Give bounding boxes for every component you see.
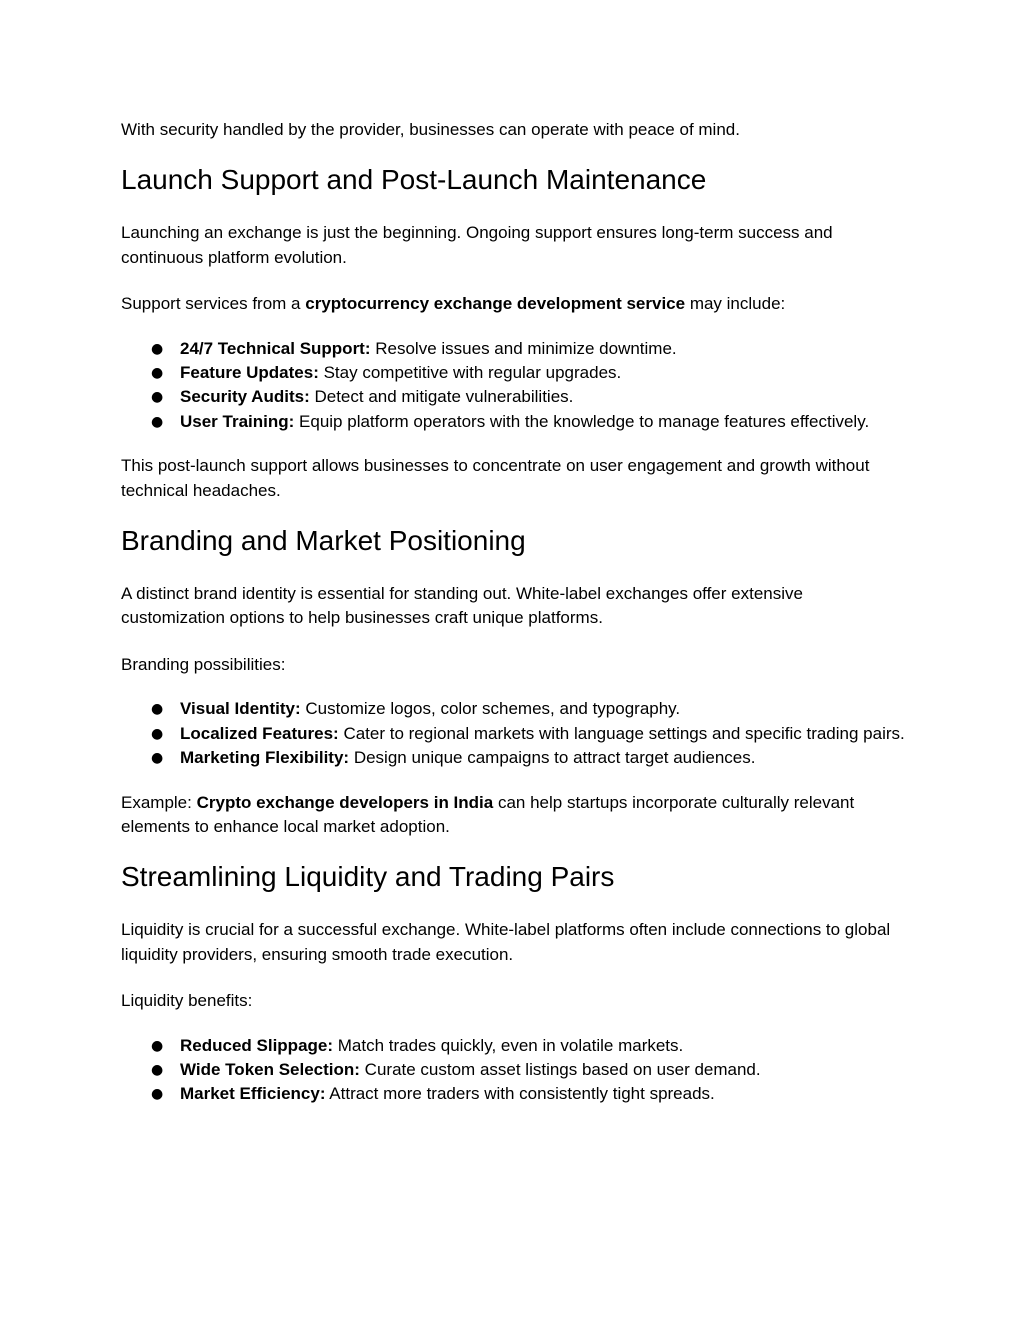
support-services-list [121,337,911,435]
branding-list [121,697,911,770]
list-item: ● Security Audits: Detect and mitigate vulnerabilities. [121,385,911,409]
list-item: ● Localized Features: Cater to regional markets with language settings and specific trading pairs. [121,722,911,746]
list-item: ● Visual Identity: Customize logos, color schemes, and typography. [121,697,911,721]
liquidity-paragraph-1: Liquidity is crucial for a successful exchange. White-label platforms often include connections to global liquidity providers, ensuring smooth trade execution. [121,920,891,964]
branding-paragraph-2: Branding possibilities: [121,654,286,674]
liquidity-list [121,1034,911,1107]
document-page [121,118,911,1107]
section-heading-launch-support: Launch Support and Post-Launch Maintenance [121,164,707,196]
list-item: ● Marketing Flexibility: Design unique campaigns to attract target audiences. [121,746,911,770]
section-heading-liquidity: Streamlining Liquidity and Trading Pairs [121,861,615,893]
launch-paragraph-1: Launching an exchange is just the beginning. Ongoing support ensures long-term success and continuous platform evolution. [121,223,833,267]
keyword-bold: cryptocurrency exchange development service [305,294,686,314]
launch-paragraph-3: This post-launch support allows businesses to concentrate on user engagement and growth without technical headaches. [121,456,870,500]
list-item: ● Feature Updates: Stay competitive with regular upgrades. [121,361,911,385]
list-item: ● User Training: Equip platform operators with the knowledge to manage features effectively. [121,410,911,434]
list-item: ● 24/7 Technical Support: Resolve issues and minimize downtime. [121,337,911,361]
list-item: ● Wide Token Selection: Curate custom asset listings based on user demand. [121,1058,911,1082]
section-heading-branding: Branding and Market Positioning [121,525,526,557]
list-item: ● Market Efficiency: Attract more traders with consistently tight spreads. [121,1082,911,1106]
branding-paragraph-1: A distinct brand identity is essential for standing out. White-label exchanges offer extensive customization options to help businesses craft unique platforms. [121,584,803,628]
liquidity-paragraph-2: Liquidity benefits: [121,991,253,1011]
intro-paragraph: With security handled by the provider, businesses can operate with peace of mind. [121,120,740,139]
launch-paragraph-2: Support services from a cryptocurrency exchange development service may include: [121,294,786,314]
branding-paragraph-3: Example: Crypto exchange developers in India can help startups incorporate culturally relevant elements to enhance local market adoption. [121,792,855,836]
list-item: ● Reduced Slippage: Match trades quickly, even in volatile markets. [121,1034,911,1058]
keyword-bold: Crypto exchange developers in India [196,792,494,812]
